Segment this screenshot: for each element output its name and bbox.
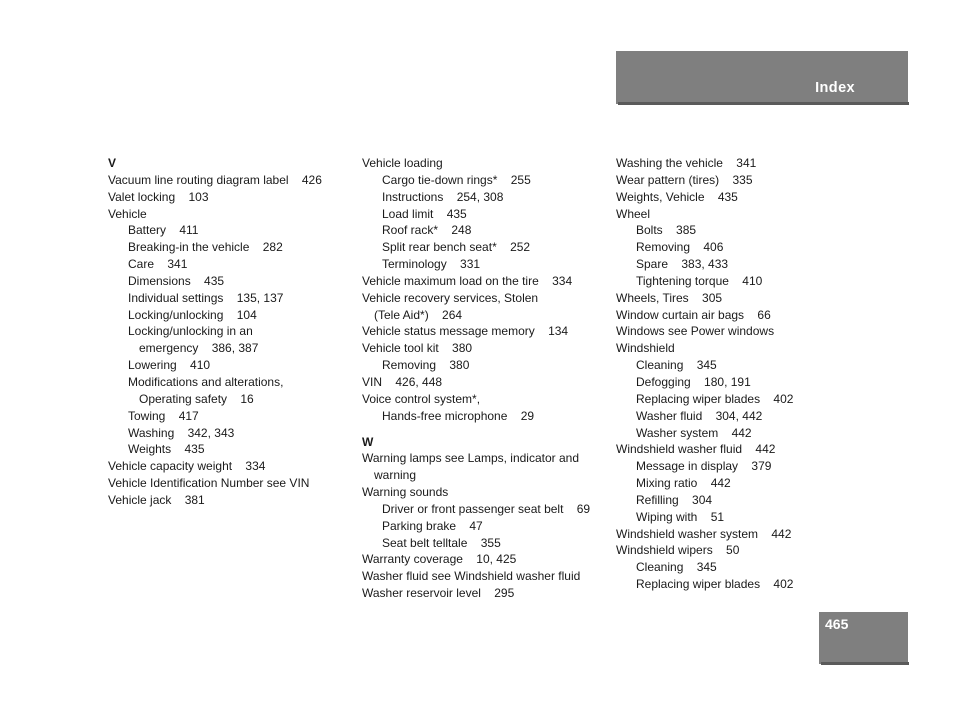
index-entry: Parking brake 47 — [382, 518, 483, 533]
index-entry: Bolts 385 — [636, 223, 697, 238]
page-number-tab — [819, 612, 908, 664]
index-entry: Terminology 331 — [382, 257, 481, 272]
index-entry: Replacing wiper blades 402 — [636, 391, 794, 406]
page-number: 465 — [825, 616, 849, 632]
section-letter: W — [362, 434, 374, 449]
index-entry: Modifications and alterations, — [128, 374, 284, 389]
index-entry: Windshield — [616, 341, 675, 356]
index-entry: Vehicle maximum load on the tire 334 — [362, 273, 573, 288]
page-number-shadow — [821, 662, 909, 665]
index-entry: Locking/unlocking in an — [128, 324, 253, 339]
index-entry: Washing 342, 343 — [128, 425, 235, 440]
index-entry: Washing the vehicle 341 — [616, 156, 757, 170]
index-entry: Weights 435 — [128, 442, 205, 457]
index-entry: Cleaning 345 — [636, 358, 717, 373]
index-entry: Operating safety 16 — [139, 391, 254, 406]
index-entry: Vehicle — [108, 206, 147, 221]
index-entry: Windshield washer fluid 442 — [616, 442, 776, 457]
index-entry: Hands-free microphone 29 — [382, 408, 535, 423]
index-entry: Driver or front passenger seat belt 69 — [382, 501, 591, 516]
index-entry: Vehicle status message memory 134 — [362, 324, 569, 339]
index-column-3 — [616, 155, 866, 593]
index-entry: Load limit 435 — [382, 206, 467, 221]
index-entry: Spare 383, 433 — [636, 257, 729, 272]
index-entry: Refilling 304 — [636, 492, 713, 507]
index-entry: Replacing wiper blades 402 — [636, 577, 794, 592]
index-entry: Window curtain air bags 66 — [616, 307, 771, 322]
index-entry: Valet locking 103 — [108, 189, 209, 204]
index-entry: Weights, Vehicle 435 — [616, 189, 738, 204]
index-entry: Wheels, Tires 305 — [616, 290, 723, 305]
index-entry: warning — [374, 468, 417, 483]
index-entry: Vehicle loading — [362, 156, 443, 170]
index-entry: Windows see Power windows — [616, 324, 775, 339]
index-header-shadow — [618, 102, 909, 105]
index-entry: Vehicle capacity weight 334 — [108, 459, 266, 474]
index-entry: Removing 406 — [636, 240, 724, 255]
index-entry: Instructions 254, 308 — [382, 189, 504, 204]
index-entry: Cleaning 345 — [636, 560, 717, 575]
index-entry: Vehicle Identification Number see VIN — [108, 476, 310, 491]
index-entry: Warning sounds — [362, 485, 449, 500]
index-entry: Locking/unlocking 104 — [128, 307, 257, 322]
index-entry: Battery 411 — [128, 223, 199, 238]
index-entry: Tightening torque 410 — [636, 273, 763, 288]
index-entry: Message in display 379 — [636, 459, 772, 474]
index-entry: Warning lamps see Lamps, indicator and — [362, 451, 579, 466]
index-entry: Dimensions 435 — [128, 273, 225, 288]
index-entry: Mixing ratio 442 — [636, 476, 731, 491]
index-entry: Removing 380 — [382, 358, 470, 373]
index-entry: Seat belt telltale 355 — [382, 535, 501, 550]
index-entry: Care 341 — [128, 257, 188, 272]
index-entry: Vehicle jack 381 — [108, 492, 205, 507]
index-entry: Towing 417 — [128, 408, 199, 423]
index-entry: Lowering 410 — [128, 358, 211, 373]
index-column-2 — [362, 155, 612, 602]
index-entry: emergency 386, 387 — [139, 341, 259, 356]
index-entry: Washer system 442 — [636, 425, 752, 440]
index-entry: Windshield wipers 50 — [616, 543, 740, 558]
index-entry: Cargo tie-down rings* 255 — [382, 172, 531, 187]
section-letter: V — [108, 156, 117, 170]
index-entry: Wear pattern (tires) 335 — [616, 172, 753, 187]
index-entry: Wiping with 51 — [636, 509, 725, 524]
index-entry: (Tele Aid*) 264 — [374, 307, 463, 322]
index-entry: Individual settings 135, 137 — [128, 290, 284, 305]
index-entry: Roof rack* 248 — [382, 223, 472, 238]
index-entry: Breaking-in the vehicle 282 — [128, 240, 283, 255]
index-entry: VIN 426, 448 — [362, 374, 443, 389]
index-entry: Washer fluid 304, 442 — [636, 408, 763, 423]
index-header-tab — [616, 51, 908, 104]
index-title: Index — [815, 80, 855, 96]
index-column-1 — [108, 155, 358, 509]
index-entry: Windshield washer system 442 — [616, 526, 792, 541]
index-entry: Defogging 180, 191 — [636, 374, 751, 389]
index-entry: Wheel — [616, 206, 651, 221]
index-entry: Vacuum line routing diagram label 426 — [108, 172, 322, 187]
index-entry: Washer fluid see Windshield washer fluid — [362, 569, 581, 584]
index-entry: Split rear bench seat* 252 — [382, 240, 531, 255]
index-entry: Washer reservoir level 295 — [362, 586, 515, 601]
index-entry: Vehicle tool kit 380 — [362, 341, 473, 356]
section-gap — [362, 425, 612, 434]
index-entry: Vehicle recovery services, Stolen — [362, 290, 539, 305]
index-entry: Voice control system*, — [362, 391, 481, 406]
index-entry: Warranty coverage 10, 425 — [362, 552, 517, 567]
